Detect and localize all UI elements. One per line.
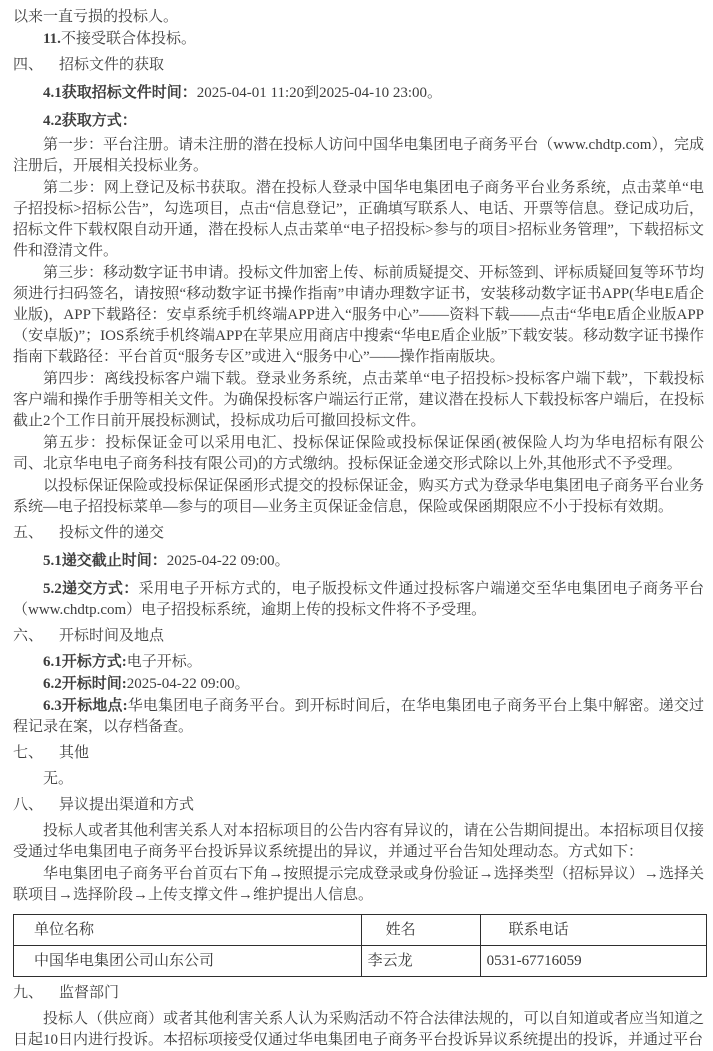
table-header-cell: 联系电话: [480, 915, 706, 946]
clause-5-2: [13, 579, 704, 621]
text-run: 采用电子开标方式的，电子版投标文件通过投标客户端递交至华电集团电子商务平台（www.chdtp.com）电子招投标系统，逾期上传的投标文件将不予受理。: [13, 581, 704, 618]
table-cell: 李云龙: [361, 946, 480, 977]
section-title: 监督部门: [59, 985, 120, 1001]
text-run: 第一步：平台注册。请未注册的潜在投标人访问中国华电集团电子商务平台（www.chdtp.com），完成注册后，开展相关投标业务。: [13, 137, 704, 174]
table-row: [14, 946, 707, 977]
section-number: 八、: [13, 797, 44, 813]
section-heading-iv: [13, 55, 704, 76]
section-heading-viii: [13, 795, 704, 816]
text-run: 2025-04-22 09:00。: [166, 553, 290, 569]
bold-text-run: 6.1开标方式:: [43, 654, 127, 670]
clause-4-1: [13, 83, 704, 104]
bold-text-run: 4.1获取招标文件时间：: [43, 85, 197, 101]
table-header-cell: 单位名称: [14, 915, 362, 946]
text-run: 华电集团电子商务平台。到开标时间后，在华电集团电子商务平台上集中解密。递交过程记录在案，以存档备查。: [13, 698, 704, 735]
section-title: 其他: [59, 745, 90, 761]
clause-5-1: [13, 551, 704, 572]
para-objection-intro: [13, 821, 704, 863]
bold-text-run: 5.1递交截止时间：: [43, 553, 167, 569]
section-heading-vi: [13, 626, 704, 647]
section-heading-ix: [13, 983, 704, 1004]
contacts-table: [13, 914, 707, 977]
section-heading-vii: [13, 743, 704, 764]
bold-text-run: 11.: [43, 31, 61, 47]
para-bid-bond-note: [13, 476, 704, 518]
clause-4-2: [13, 111, 704, 132]
table-header-row: [14, 915, 707, 946]
para-step-2: [13, 178, 704, 262]
table-cell: 0531-67716059: [480, 946, 706, 977]
section-number: 七、: [13, 745, 44, 761]
para-none: [13, 769, 704, 790]
text-run: 不接受联合体投标。: [60, 31, 196, 47]
table-header-cell: 姓名: [361, 915, 480, 946]
bold-text-run: 6.2开标时间:: [43, 676, 127, 692]
para-step-5: [13, 433, 704, 475]
section-title: 异议提出渠道和方式: [59, 797, 195, 813]
bold-text-run: 6.3开标地点:: [43, 698, 128, 714]
text-run: 2025-04-01 11:20到2025-04-10 23:00。: [196, 85, 443, 101]
text-run: 第三步：移动数字证书申请。投标文件加密上传、标前质疑提交、开标签到、评标质疑回复等环节均须进行扫码签名，请按照“移动数字证书操作指南”申请办理数字证书，安装移动数字证书APP(华电E盾企业版)，APP下载路径：安卓系统手机终端APP进入“服务中心”——资料下载——点击“华电E盾企业版APP（安卓版)”；IOS系统手机终端APP在苹果应用商店中搜索“华电E盾企业版”下载安装。移动数字证书操作指南下载路径：平台首页“服务专区”或进入“服务中心”——操作指南版块。: [13, 265, 704, 365]
text-run: 投标人（供应商）或者其他利害关系人认为采购活动不符合法律法规的，可以自知道或者应当知道之日起10日内进行投诉。本招标项接受仅通过华电集团电子商务平台投诉异议系统提出的投诉，并通过平台: [13, 1011, 704, 1048]
para-step-3: [13, 263, 704, 368]
section-number: 六、: [13, 628, 44, 644]
text-run: 电子开标。: [126, 654, 202, 670]
para-step-4: [13, 369, 704, 432]
section-heading-v: [13, 523, 704, 544]
section-title: 招标文件的获取: [59, 57, 165, 73]
section-title: 投标文件的递交: [59, 525, 165, 541]
bold-text-run: 4.2获取方式：: [43, 113, 137, 129]
text-run: 以投标保证保险或投标保证保函形式提交的投标保证金，购买方式为登录华电集团电子商务平台业务系统—电子招投标菜单—参与的项目—业务主页保证金信息，保险或保函期限应不小于投标有效期。: [13, 478, 704, 515]
para-objection-steps: [13, 864, 704, 906]
text-run: 第四步：离线投标客户端下载。登录业务系统，点击菜单“电子招投标>投标客户端下载”，下载投标客户端和操作手册等相关文件。为确保投标客户端运行正常，建议潜在投标人下载投标客户端后，在投标截止2个工作日前开展投标测试，投标成功后可撤回投标文件。: [13, 371, 704, 429]
section-number: 九、: [13, 985, 44, 1001]
text-run: 2025-04-22 09:00。: [126, 676, 250, 692]
text-run: 第二步：网上登记及标书获取。潜在投标人登录中国华电集团电子商务平台业务系统，点击菜单“电子招投标>招标公告”，勾选项目，点击“信息登记”，正确填写联系人、电话、开票等信息。登记成功后，招标文件下载权限自动开通，潜在投标人点击菜单“电子招投标>参与的项目>招标业务管理”，下载招标文件和澄清文件。: [13, 180, 704, 259]
bold-text-run: 5.2递交方式：: [43, 581, 139, 597]
text-run: 无。: [43, 771, 74, 787]
table-cell: 中国华电集团公司山东公司: [14, 946, 362, 977]
list-item-11: [13, 29, 704, 50]
continuation-paragraph: [13, 7, 704, 28]
section-title: 开标时间及地点: [59, 628, 165, 644]
section-number: 四、: [13, 57, 44, 73]
text-run: 投标人或者其他利害关系人对本招标项目的公告内容有异议的，请在公告期间提出。本招标项目仅接受通过华电集团电子商务平台投诉异议系统提出的异议，并通过平台告知处理动态。方式如下：: [13, 823, 704, 860]
text-run: 以来一直亏损的投标人。: [13, 9, 179, 25]
para-supervision: [13, 1009, 704, 1051]
clause-6-1: [13, 652, 704, 673]
text-run: 华电集团电子商务平台首页右下角→按照提示完成登录或身份验证→选择类型（招标异议）→选择关联项目→选择阶段→上传支撑文件→维护提出人信息。: [13, 866, 704, 903]
para-step-1: [13, 135, 704, 177]
clause-6-3: [13, 696, 704, 738]
clause-6-2: [13, 674, 704, 695]
text-run: 第五步：投标保证金可以采用电汇、投标保证保险或投标保证保函(被保险人均为华电招标有限公司、北京华电电子商务科技有限公司)的方式缴纳。投标保证金递交形式除以上外,其他形式不予受理。: [13, 435, 704, 472]
section-number: 五、: [13, 525, 44, 541]
